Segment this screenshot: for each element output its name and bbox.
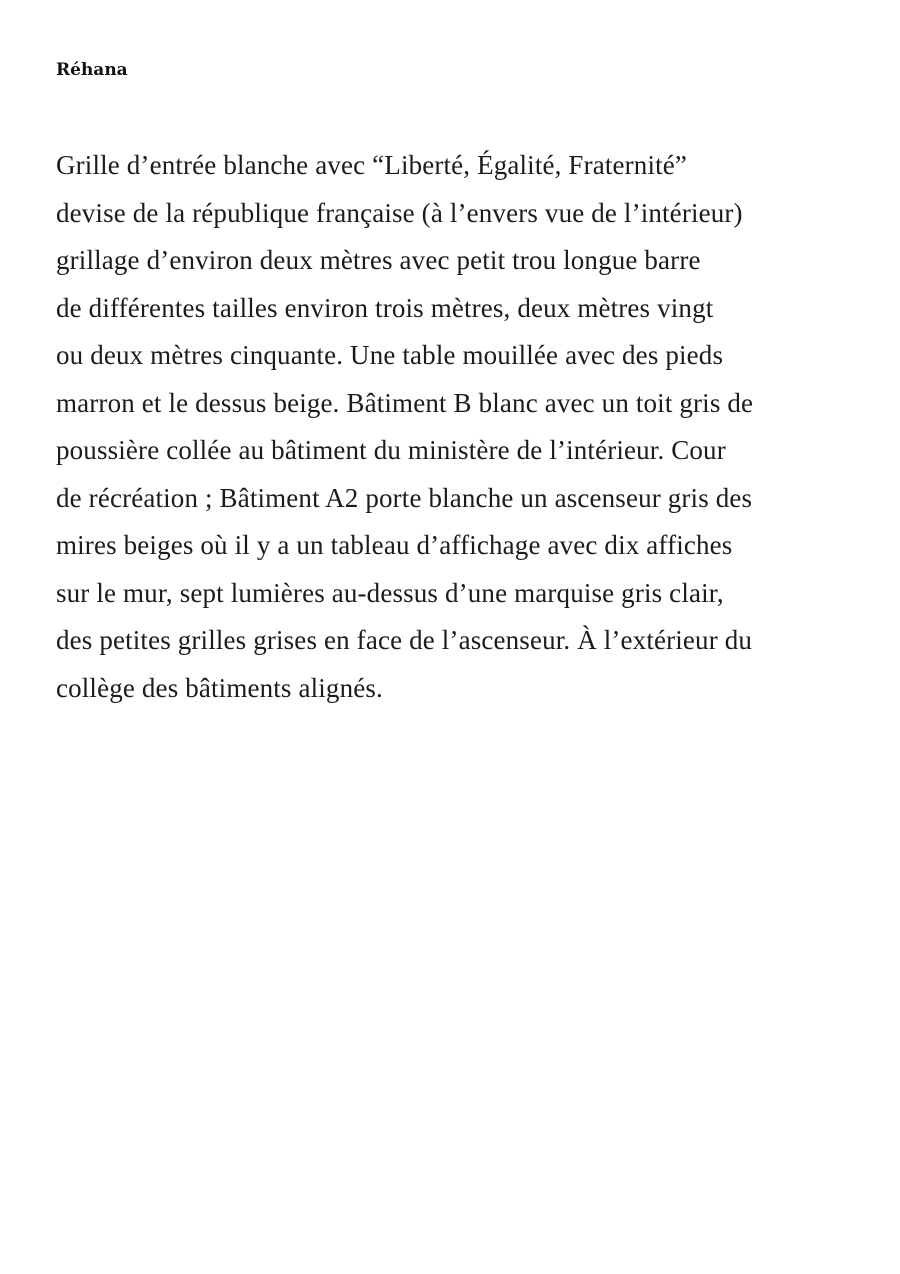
text-line: Grille d’entrée blanche avec “Liberté, Égalité, Fraternité” [56, 150, 688, 180]
text-line: sur le mur, sept lumières au-dessus d’une marquise gris clair, [56, 577, 724, 608]
text-line: mires beiges où il y a un tableau d’affichage avec dix affiches [56, 530, 733, 560]
text-line: marron et le dessus beige. Bâtiment B blanc avec un toit gris de [56, 387, 754, 418]
text-line: de différentes tailles environ trois mètres, deux mètres vingt [56, 292, 714, 323]
text-line: ou deux mètres cinquante. Une table mouillée avec des pieds [56, 340, 724, 370]
body-paragraph [56, 142, 856, 712]
text-line: grillage d’environ deux mètres avec petit trou longue barre [56, 245, 701, 275]
text-line: poussière collée au bâtiment du ministère de l’intérieur. Cour [56, 435, 726, 465]
text-line: devise de la république française (à l’envers vue de l’intérieur) [56, 197, 743, 228]
author-name: Réhana [56, 60, 128, 80]
text-line: des petites grilles grises en face de l’ascenseur. À l’extérieur du [56, 625, 753, 655]
text-line: collège des bâtiments alignés. [56, 672, 383, 703]
text-line: de récréation ; Bâtiment A2 porte blanche un ascenseur gris des [56, 482, 753, 513]
